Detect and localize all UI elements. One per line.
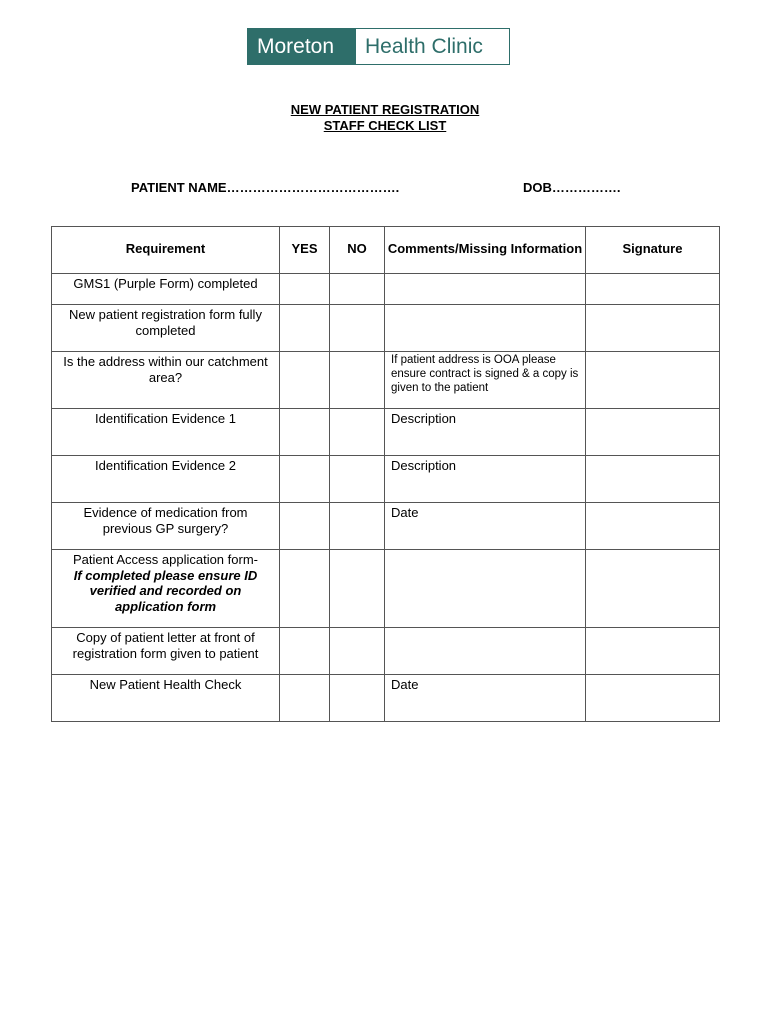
signature-cell[interactable] (586, 456, 720, 503)
clinic-logo (247, 28, 510, 65)
no-cell[interactable] (330, 274, 385, 305)
header-signature: Signature (586, 227, 720, 274)
comment-cell[interactable] (385, 305, 586, 352)
header-no: NO (330, 227, 385, 274)
requirement-cell: Is the address within our catchment area? (52, 352, 280, 409)
requirement-cell: GMS1 (Purple Form) completed (52, 274, 280, 305)
header-yes: YES (280, 227, 330, 274)
yes-cell[interactable] (280, 274, 330, 305)
no-cell[interactable] (330, 352, 385, 409)
table-header-row (52, 227, 720, 274)
table-row (52, 305, 720, 352)
logo-text-right: Health Clinic (365, 35, 483, 58)
checklist-table (51, 226, 720, 722)
no-cell[interactable] (330, 675, 385, 722)
signature-cell[interactable] (586, 409, 720, 456)
table-row (52, 274, 720, 305)
comment-cell[interactable] (385, 274, 586, 305)
comment-cell[interactable]: Description (385, 456, 586, 503)
table-row (52, 628, 720, 675)
header-requirement: Requirement (52, 227, 280, 274)
requirement-cell (52, 550, 280, 628)
table-row (52, 456, 720, 503)
yes-cell[interactable] (280, 456, 330, 503)
requirement-emphasis: If completed please ensure ID verified and recorded on application form (73, 567, 258, 614)
table-row (52, 675, 720, 722)
no-cell[interactable] (330, 550, 385, 628)
requirement-cell: Evidence of medication from previous GP surgery? (52, 503, 280, 550)
requirement-cell: Identification Evidence 2 (52, 456, 280, 503)
table-row (52, 352, 720, 409)
logo-text-left: Moreton (248, 29, 356, 64)
no-cell[interactable] (330, 409, 385, 456)
comment-cell[interactable]: Date (385, 503, 586, 550)
yes-cell[interactable] (280, 628, 330, 675)
document-subtitle: STAFF CHECK LIST (323, 118, 447, 133)
document-title: NEW PATIENT REGISTRATION (290, 102, 480, 117)
requirement-cell: Copy of patient letter at front of registration form given to patient (52, 628, 280, 675)
comment-cell[interactable]: If patient address is OOA please ensure contract is signed & a copy is given to the patient (385, 352, 586, 409)
no-cell[interactable] (330, 503, 385, 550)
no-cell[interactable] (330, 305, 385, 352)
signature-cell[interactable] (586, 550, 720, 628)
signature-cell[interactable] (586, 628, 720, 675)
patient-name-field[interactable]: PATIENT NAME…………………………………. (131, 180, 400, 195)
yes-cell[interactable] (280, 675, 330, 722)
requirement-cell: New patient registration form fully completed (52, 305, 280, 352)
table-row (52, 503, 720, 550)
signature-cell[interactable] (586, 675, 720, 722)
dob-field[interactable]: DOB……………. (523, 180, 621, 195)
signature-cell[interactable] (586, 274, 720, 305)
table-row (52, 409, 720, 456)
requirement-cell: Identification Evidence 1 (52, 409, 280, 456)
comment-cell[interactable] (385, 628, 586, 675)
comment-cell[interactable]: Description (385, 409, 586, 456)
comment-cell[interactable] (385, 550, 586, 628)
comment-cell[interactable]: Date (385, 675, 586, 722)
table-row (52, 550, 720, 628)
requirement-text: Patient Access application form- (73, 552, 258, 567)
signature-cell[interactable] (586, 305, 720, 352)
no-cell[interactable] (330, 628, 385, 675)
yes-cell[interactable] (280, 409, 330, 456)
requirement-cell: New Patient Health Check (52, 675, 280, 722)
yes-cell[interactable] (280, 352, 330, 409)
no-cell[interactable] (330, 456, 385, 503)
yes-cell[interactable] (280, 550, 330, 628)
yes-cell[interactable] (280, 503, 330, 550)
signature-cell[interactable] (586, 352, 720, 409)
header-comments: Comments/Missing Information (385, 227, 586, 274)
signature-cell[interactable] (586, 503, 720, 550)
yes-cell[interactable] (280, 305, 330, 352)
